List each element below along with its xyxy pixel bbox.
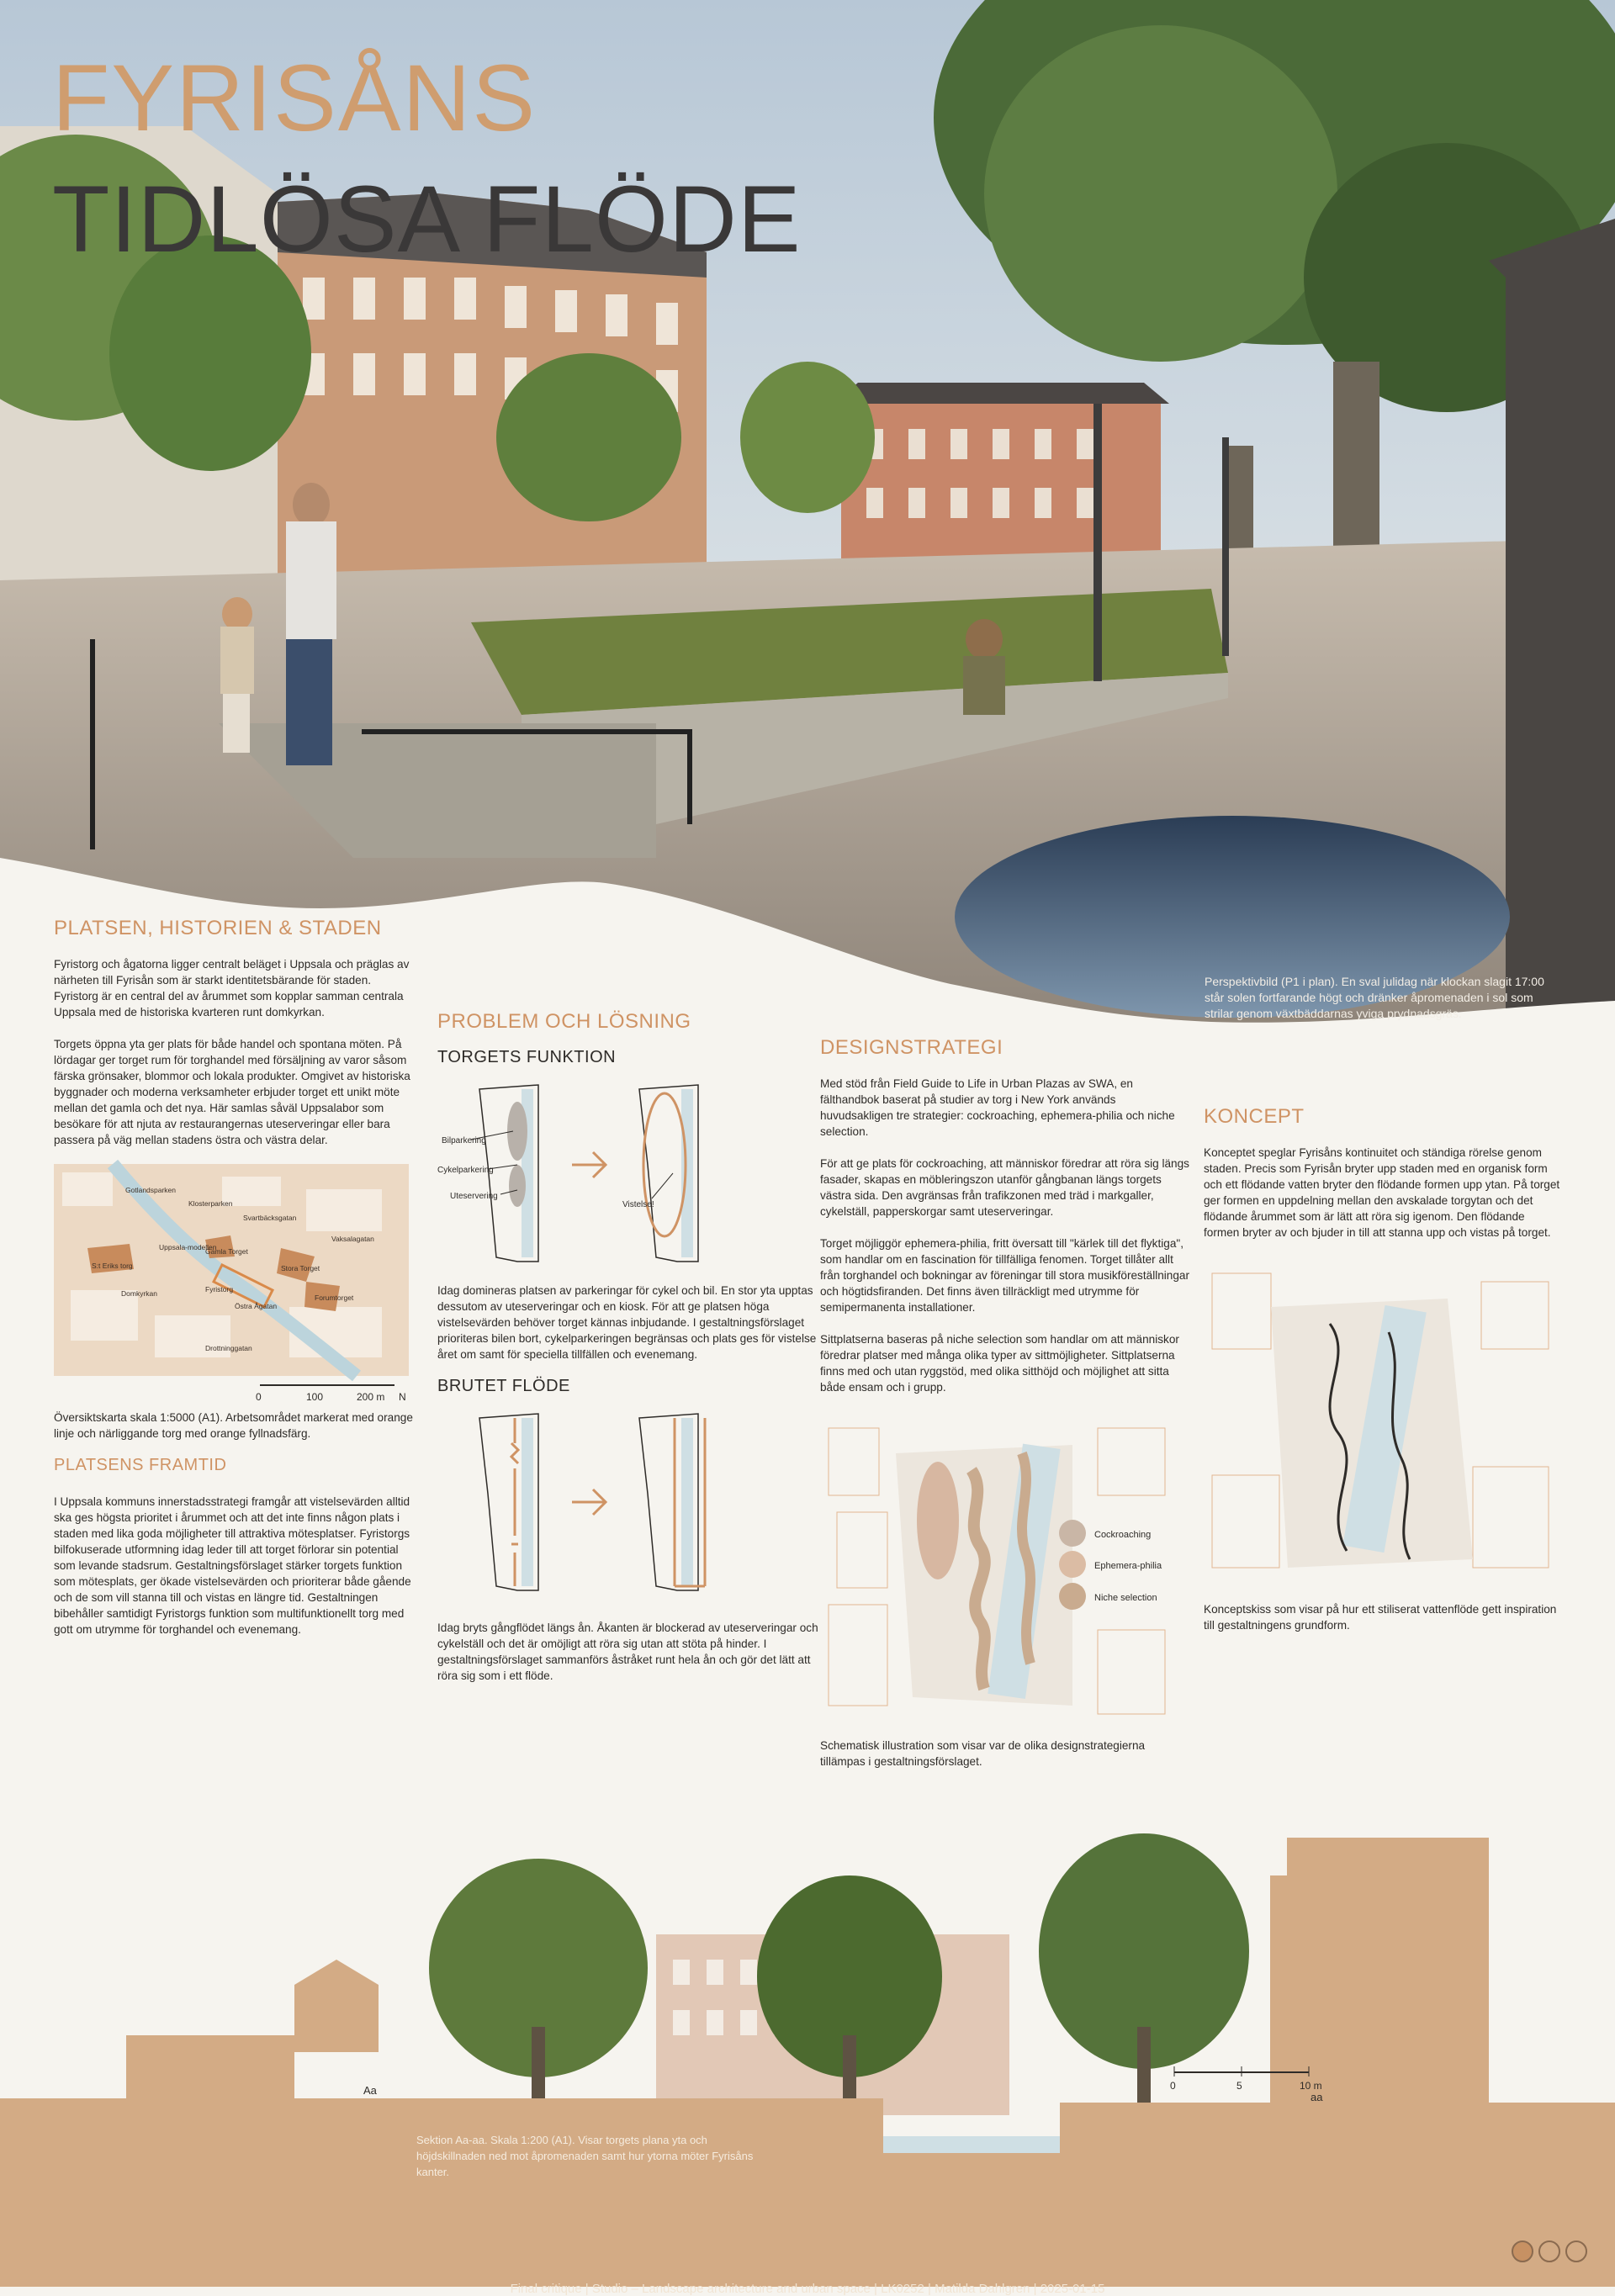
north-label: N — [399, 1391, 406, 1403]
function-paragraph: Idag domineras platsen av parkeringar för cykel och bil. En stor yta upptas dessutom av uteserveringar och en kiosk. För att ge platsen höga vistelsevärden behöver torget kännas inbjudande. I gestaltningsförslaget prioriteras bilen bort, cykelparkeringen begränsas och plats ges för vistelse året om samt för speciella tillfällen och evenemang. — [437, 1284, 817, 1361]
heading-site-history: PLATSEN, HISTORIEN & STADEN — [54, 917, 382, 939]
concept-drawing — [1204, 1256, 1561, 1593]
section-water — [883, 2136, 1060, 2153]
section-label-right: aa — [1311, 2091, 1323, 2103]
scale-label: 0 — [256, 1391, 262, 1403]
scale-label: 200 m — [357, 1391, 385, 1403]
heading-concept: KONCEPT — [1204, 1105, 1305, 1128]
legend-label: Niche selection — [1094, 1593, 1157, 1603]
concept-caption: Konceptskiss som visar på hur ett stiliserat vattenflöde gett inspiration till gestaltningens grundform. — [1204, 1603, 1557, 1632]
legend-label: Ephemera-philia — [1094, 1561, 1162, 1571]
map-label: Svartbäcksgatan — [243, 1214, 297, 1222]
strategy-paragraph-4: Sittplatserna baseras på niche selection som handlar om att människor föredrar platser med många olika typer av sittmöjligheter. Sittplatserna finns med och utan ryggstöd, med olika sitthöjd och möjlighet att sitta både ensam och i grupp. — [820, 1333, 1179, 1394]
strategy-illustration — [820, 1411, 1190, 1731]
page-dot-active — [1512, 2240, 1533, 2262]
map-label: S:t Eriks torg — [92, 1262, 133, 1270]
map-label: Uppsala-modellen — [159, 1243, 217, 1251]
function-diagram-drawing — [437, 1081, 791, 1283]
function-diagram — [437, 1081, 824, 1283]
section-scale-label: 10 m — [1300, 2080, 1322, 2092]
column-problem — [437, 1010, 824, 1700]
hero-caption: Perspektivbild (P1 i plan). En sval julidag när klockan slagit 17:00 står solen fortfarande högt och dränker åpromenaden i sol som strilar genom växtbäddarnas yviga prydnadsgräs. — [1205, 975, 1544, 1020]
column-strategy — [820, 1036, 1190, 1785]
title-line-1: FYRISÅNS — [52, 45, 537, 151]
strategy-caption: Schematisk illustration som visar var de olika designstrategierna tillämpas i gestaltningsförslaget. — [820, 1739, 1146, 1768]
column-concept — [1204, 1105, 1561, 1649]
strategy-paragraph-2: För att ge plats för cockroaching, att människor föredrar att röra sig längs fasader, skapas en möbleringszon utanför gångbanan längs torgets västra sida. Den avgränsas från trafikzonen med träd i markgaller, cykelställ, papperskorgar samt uteserveringar. — [820, 1157, 1189, 1218]
strategy-paragraph-3: Torget möjliggör ephemera-philia, fritt översatt till "kärlek till det flyktiga", som handlar om en fascination för tillfälliga fenomen. Torget tillåter allt från torghandel och bokningar av föreningar till stora musikföreställningar och högtidsfiranden. Det finns även tillräckligt med utrymme för semipermanenta installationer. — [820, 1237, 1190, 1314]
page-dot — [1565, 2240, 1587, 2262]
diagram-label: Cykelparkering — [437, 1166, 494, 1175]
section-label-left: Aa — [363, 2084, 377, 2097]
map-label: Fyristorg — [205, 1285, 234, 1293]
section-ground — [0, 2098, 1615, 2212]
map-label: Östra Ågatan — [235, 1302, 278, 1310]
overview-map — [54, 1164, 409, 1376]
legend-label: Cockroaching — [1094, 1530, 1152, 1540]
page-dot — [1538, 2240, 1560, 2262]
flow-diagram-drawing — [437, 1410, 791, 1611]
map-label: Gamla Torget — [205, 1247, 248, 1256]
map-label: Vaksalagatan — [331, 1235, 374, 1243]
map-label: Stora Torget — [281, 1264, 320, 1272]
concept-sketch — [1204, 1256, 1561, 1601]
diagram-label: Uteservering — [450, 1192, 498, 1201]
site-paragraph-1: Fyristorg och ågatorna ligger centralt beläget i Uppsala och präglas av närheten till Fyrisån som är starkt identitetsbärande för staden. Fyristorg är en central del av årummet som kopplar samman centrala Uppsala med de historiska kvarteren runt domkyrkan. — [54, 958, 410, 1018]
footer-text: Final critique | Studio – Landscape architecture and urban space | LK0252 | Matilda Dahlgren | 2025-01-15 — [510, 2282, 1105, 2296]
section-scale-label: 5 — [1236, 2080, 1242, 2092]
scale-label: 100 — [306, 1391, 324, 1403]
title-line-2: TIDLÖSA FLÖDE — [52, 167, 802, 272]
page-indicator — [1512, 2240, 1587, 2262]
section-caption: Sektion Aa-aa. Skala 1:200 (A1). Visar torgets plana yta och höjdskillnaden ned mot åpromenaden samt hur ytorna möter Fyrisåns kanter. — [416, 2134, 754, 2178]
section-trees — [429, 1833, 1249, 2119]
map-label: Forumtorget — [315, 1293, 354, 1302]
heading-future: PLATSENS FRAMTID — [54, 1456, 227, 1474]
map-scale-bar — [54, 1376, 416, 1410]
hero-perspective — [0, 0, 1615, 1034]
heading-strategy: DESIGNSTRATEGI — [820, 1036, 1003, 1059]
diagram-label: Vistelse! — [622, 1200, 654, 1209]
concept-paragraph: Konceptet speglar Fyrisåns kontinuitet och ständiga rörelse genom staden. Precis som Fyrisån bryter upp staden med en organisk form och ett flödande vatten bryter den flödande formen upp ytan. På torget ger formen en uppdelning mellan den avskalade torgytan och det flödande årummet som är lätt att röra sig igenom. Den flödande formen bryter av och bjuder in till att stanna upp och vistas på torget. — [1204, 1146, 1560, 1239]
heading-problem: PROBLEM OCH LÖSNING — [437, 1010, 691, 1033]
flow-paragraph: Idag bryts gångflödet längs ån. Åkanten är blockerad av uteserveringar och cykelställ och det är omöjligt att röra sig utan att stöta på hinder. I gestaltningsförslaget sammanförs åstråket runt hela ån och gör det lätt att röra sig som i ett flöde. — [437, 1621, 818, 1682]
strategy-paragraph-1: Med stöd från Field Guide to Life in Urban Plazas av SWA, en fälthandbok baserat på studier av torg i New York används huvudsakligen tre strategier: cockroaching, ephemera-philia och niche selection. — [820, 1077, 1175, 1138]
footer-band — [0, 2212, 1615, 2287]
column-site — [54, 917, 416, 1653]
site-paragraph-2: Torgets öppna yta ger plats för både handel och spontana möten. På lördagar ger torget rum för torghandel med försäljning av varor såsom färska grönsaker, blommor och lokala produkter. Omgivet av historiska byggnader och moderna verksamheter erbjuder torget ett unikt möte mellan det gamla och det nya. Här samlas såväl Uppsalabor som besökare för att njuta av restaurangernas uteserveringar eller bara passera på väg mellan stadens östra och västra delar. — [54, 1038, 410, 1146]
subheading-function: TORGETS FUNKTION — [437, 1048, 617, 1066]
diagram-label: Bilparkering — [442, 1136, 486, 1145]
hero-render — [0, 0, 1615, 1034]
map-label: Domkyrkan — [121, 1289, 157, 1298]
subheading-flow: BRUTET FLÖDE — [437, 1377, 570, 1395]
map-label: Drottninggatan — [205, 1344, 252, 1352]
map-label: Gotlandsparken — [125, 1186, 177, 1194]
section-drawing — [0, 1825, 1615, 2212]
future-paragraph: I Uppsala kommuns innerstadsstrategi framgår att vistelsevärden alltid ska ges högsta prioritet i årummet och att det inte finns någon plats i staden med lika goda möjligheter till attraktiva mötesplatser. Fyristorgs bilfokuserade utformning idag leder till att torget förlorar sin potential som levande stadsrum. Gestaltningsförslaget stärker torgets funktion som mötesplats, ger ökade vistelsevärden och prioriterar både gående och de som vill stanna till och vistas en längre tid. Gestaltningen bibehåller samtidigt Fyristorgs funktion som multifunktionellt torg med gott om utrymme för torghandel och evenemang. — [54, 1495, 411, 1636]
flow-diagram — [437, 1410, 824, 1620]
section-svg — [0, 1825, 1615, 2212]
map-label: Klosterparken — [188, 1199, 233, 1208]
section-scale-label: 0 — [1170, 2080, 1176, 2092]
map-caption: Översiktskarta skala 1:5000 (A1). Arbetsområdet markerat med orange linje och närliggande torg med orange fyllnadsfärg. — [54, 1411, 413, 1440]
